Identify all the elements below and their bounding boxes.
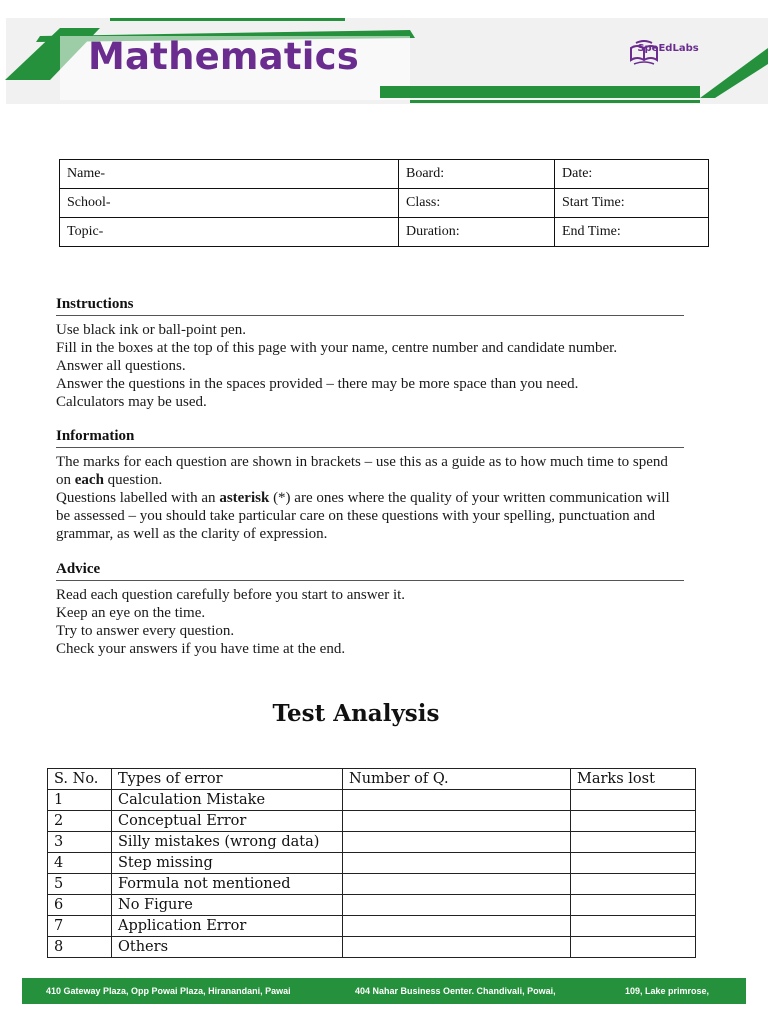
- error-type: Formula not mentioned: [112, 874, 343, 895]
- test-analysis-table: [47, 768, 696, 958]
- instruction-line: Answer all questions.: [56, 358, 186, 374]
- start-time-field[interactable]: Start Time:: [555, 189, 709, 218]
- advice-heading: Advice: [56, 561, 684, 581]
- open-book-icon: [628, 40, 660, 66]
- advice-line: Check your answers if you have time at the end.: [56, 641, 346, 657]
- row-number: 1: [48, 790, 112, 811]
- instructions-section: [56, 296, 684, 411]
- error-type: Calculation Mistake: [112, 790, 343, 811]
- information-paragraph: [56, 453, 684, 489]
- marks-lost-cell[interactable]: [571, 811, 696, 832]
- address-footer: [22, 978, 746, 1004]
- test-analysis-title: Test Analysis: [272, 700, 440, 727]
- footer-address: 410 Gateway Plaza, Opp Powai Plaza, Hiranandani, Pawai: [46, 986, 291, 996]
- error-type: Step missing: [112, 853, 343, 874]
- table-header-row: [48, 769, 696, 790]
- error-type: Others: [112, 937, 343, 958]
- column-header-marks-lost: Marks lost: [571, 769, 696, 790]
- error-type: Application Error: [112, 916, 343, 937]
- row-number: 7: [48, 916, 112, 937]
- number-of-questions-cell[interactable]: [343, 832, 571, 853]
- number-of-questions-cell[interactable]: [343, 895, 571, 916]
- row-number: 3: [48, 832, 112, 853]
- number-of-questions-cell[interactable]: [343, 853, 571, 874]
- table-row: [48, 811, 696, 832]
- information-text: question.: [103, 472, 163, 488]
- marks-lost-cell[interactable]: [571, 790, 696, 811]
- information-text: Questions labelled with an: [56, 490, 220, 506]
- table-row: [48, 895, 696, 916]
- marks-lost-cell[interactable]: [571, 916, 696, 937]
- instruction-line: Answer the questions in the spaces provided – there may be more space than you need.: [56, 376, 579, 392]
- information-text: (*) are ones where the quality of your written communication will be assessed – you should take particular care on these questions with your spelling, punctuation and grammar, as well as the clarity of expression.: [56, 490, 670, 542]
- instruction-line: Calculators may be used.: [56, 394, 207, 410]
- school-field[interactable]: School-: [60, 189, 399, 218]
- logo-text: SpeEdLabs: [637, 43, 699, 54]
- number-of-questions-cell[interactable]: [343, 874, 571, 895]
- number-of-questions-cell[interactable]: [343, 790, 571, 811]
- number-of-questions-cell[interactable]: [343, 916, 571, 937]
- student-details-table: [59, 159, 709, 247]
- information-heading: Information: [56, 428, 684, 448]
- advice-line: Try to answer every question.: [56, 623, 235, 639]
- table-row: [48, 853, 696, 874]
- instructions-heading: Instructions: [56, 296, 684, 316]
- name-field[interactable]: Name-: [60, 160, 399, 189]
- marks-lost-cell[interactable]: [571, 853, 696, 874]
- information-paragraph: [56, 489, 684, 543]
- error-type: Silly mistakes (wrong data): [112, 832, 343, 853]
- topic-field[interactable]: Topic-: [60, 218, 399, 247]
- row-number: 5: [48, 874, 112, 895]
- information-emphasis: each: [74, 472, 104, 488]
- class-field[interactable]: Class:: [399, 189, 555, 218]
- error-type: Conceptual Error: [112, 811, 343, 832]
- table-row: [48, 916, 696, 937]
- advice-line: Read each question carefully before you start to answer it.: [56, 587, 406, 603]
- details-row: [60, 160, 709, 189]
- column-header-sno: S. No.: [48, 769, 112, 790]
- speedlabs-logo: [628, 40, 708, 86]
- table-row: [48, 874, 696, 895]
- advice-line: Keep an eye on the time.: [56, 605, 206, 621]
- footer-address: 404 Nahar Business Oenter. Chandivali, Powai,: [355, 986, 556, 996]
- details-row: [60, 218, 709, 247]
- information-section: [56, 428, 684, 543]
- row-number: 6: [48, 895, 112, 916]
- error-type: No Figure: [112, 895, 343, 916]
- row-number: 8: [48, 937, 112, 958]
- date-field[interactable]: Date:: [555, 160, 709, 189]
- instruction-line: Use black ink or ball-point pen.: [56, 322, 246, 338]
- table-row: [48, 790, 696, 811]
- marks-lost-cell[interactable]: [571, 874, 696, 895]
- marks-lost-cell[interactable]: [571, 832, 696, 853]
- row-number: 2: [48, 811, 112, 832]
- instruction-line: Fill in the boxes at the top of this page with your name, centre number and candidate number.: [56, 340, 618, 356]
- subject-title: Mathematics: [88, 35, 359, 78]
- information-text: The marks for each question are shown in brackets – use this as a guide as to how much time to spend on: [56, 454, 668, 488]
- column-header-number-of-questions: Number of Q.: [343, 769, 571, 790]
- end-time-field[interactable]: End Time:: [555, 218, 709, 247]
- table-row: [48, 832, 696, 853]
- table-row: [48, 937, 696, 958]
- marks-lost-cell[interactable]: [571, 895, 696, 916]
- footer-address: 109, Lake primrose,: [625, 986, 710, 996]
- information-emphasis: asterisk: [219, 490, 270, 506]
- duration-field[interactable]: Duration:: [399, 218, 555, 247]
- number-of-questions-cell[interactable]: [343, 937, 571, 958]
- details-row: [60, 189, 709, 218]
- marks-lost-cell[interactable]: [571, 937, 696, 958]
- row-number: 4: [48, 853, 112, 874]
- column-header-error-type: Types of error: [112, 769, 343, 790]
- advice-section: [56, 561, 684, 658]
- board-field[interactable]: Board:: [399, 160, 555, 189]
- number-of-questions-cell[interactable]: [343, 811, 571, 832]
- header-banner: [0, 0, 768, 110]
